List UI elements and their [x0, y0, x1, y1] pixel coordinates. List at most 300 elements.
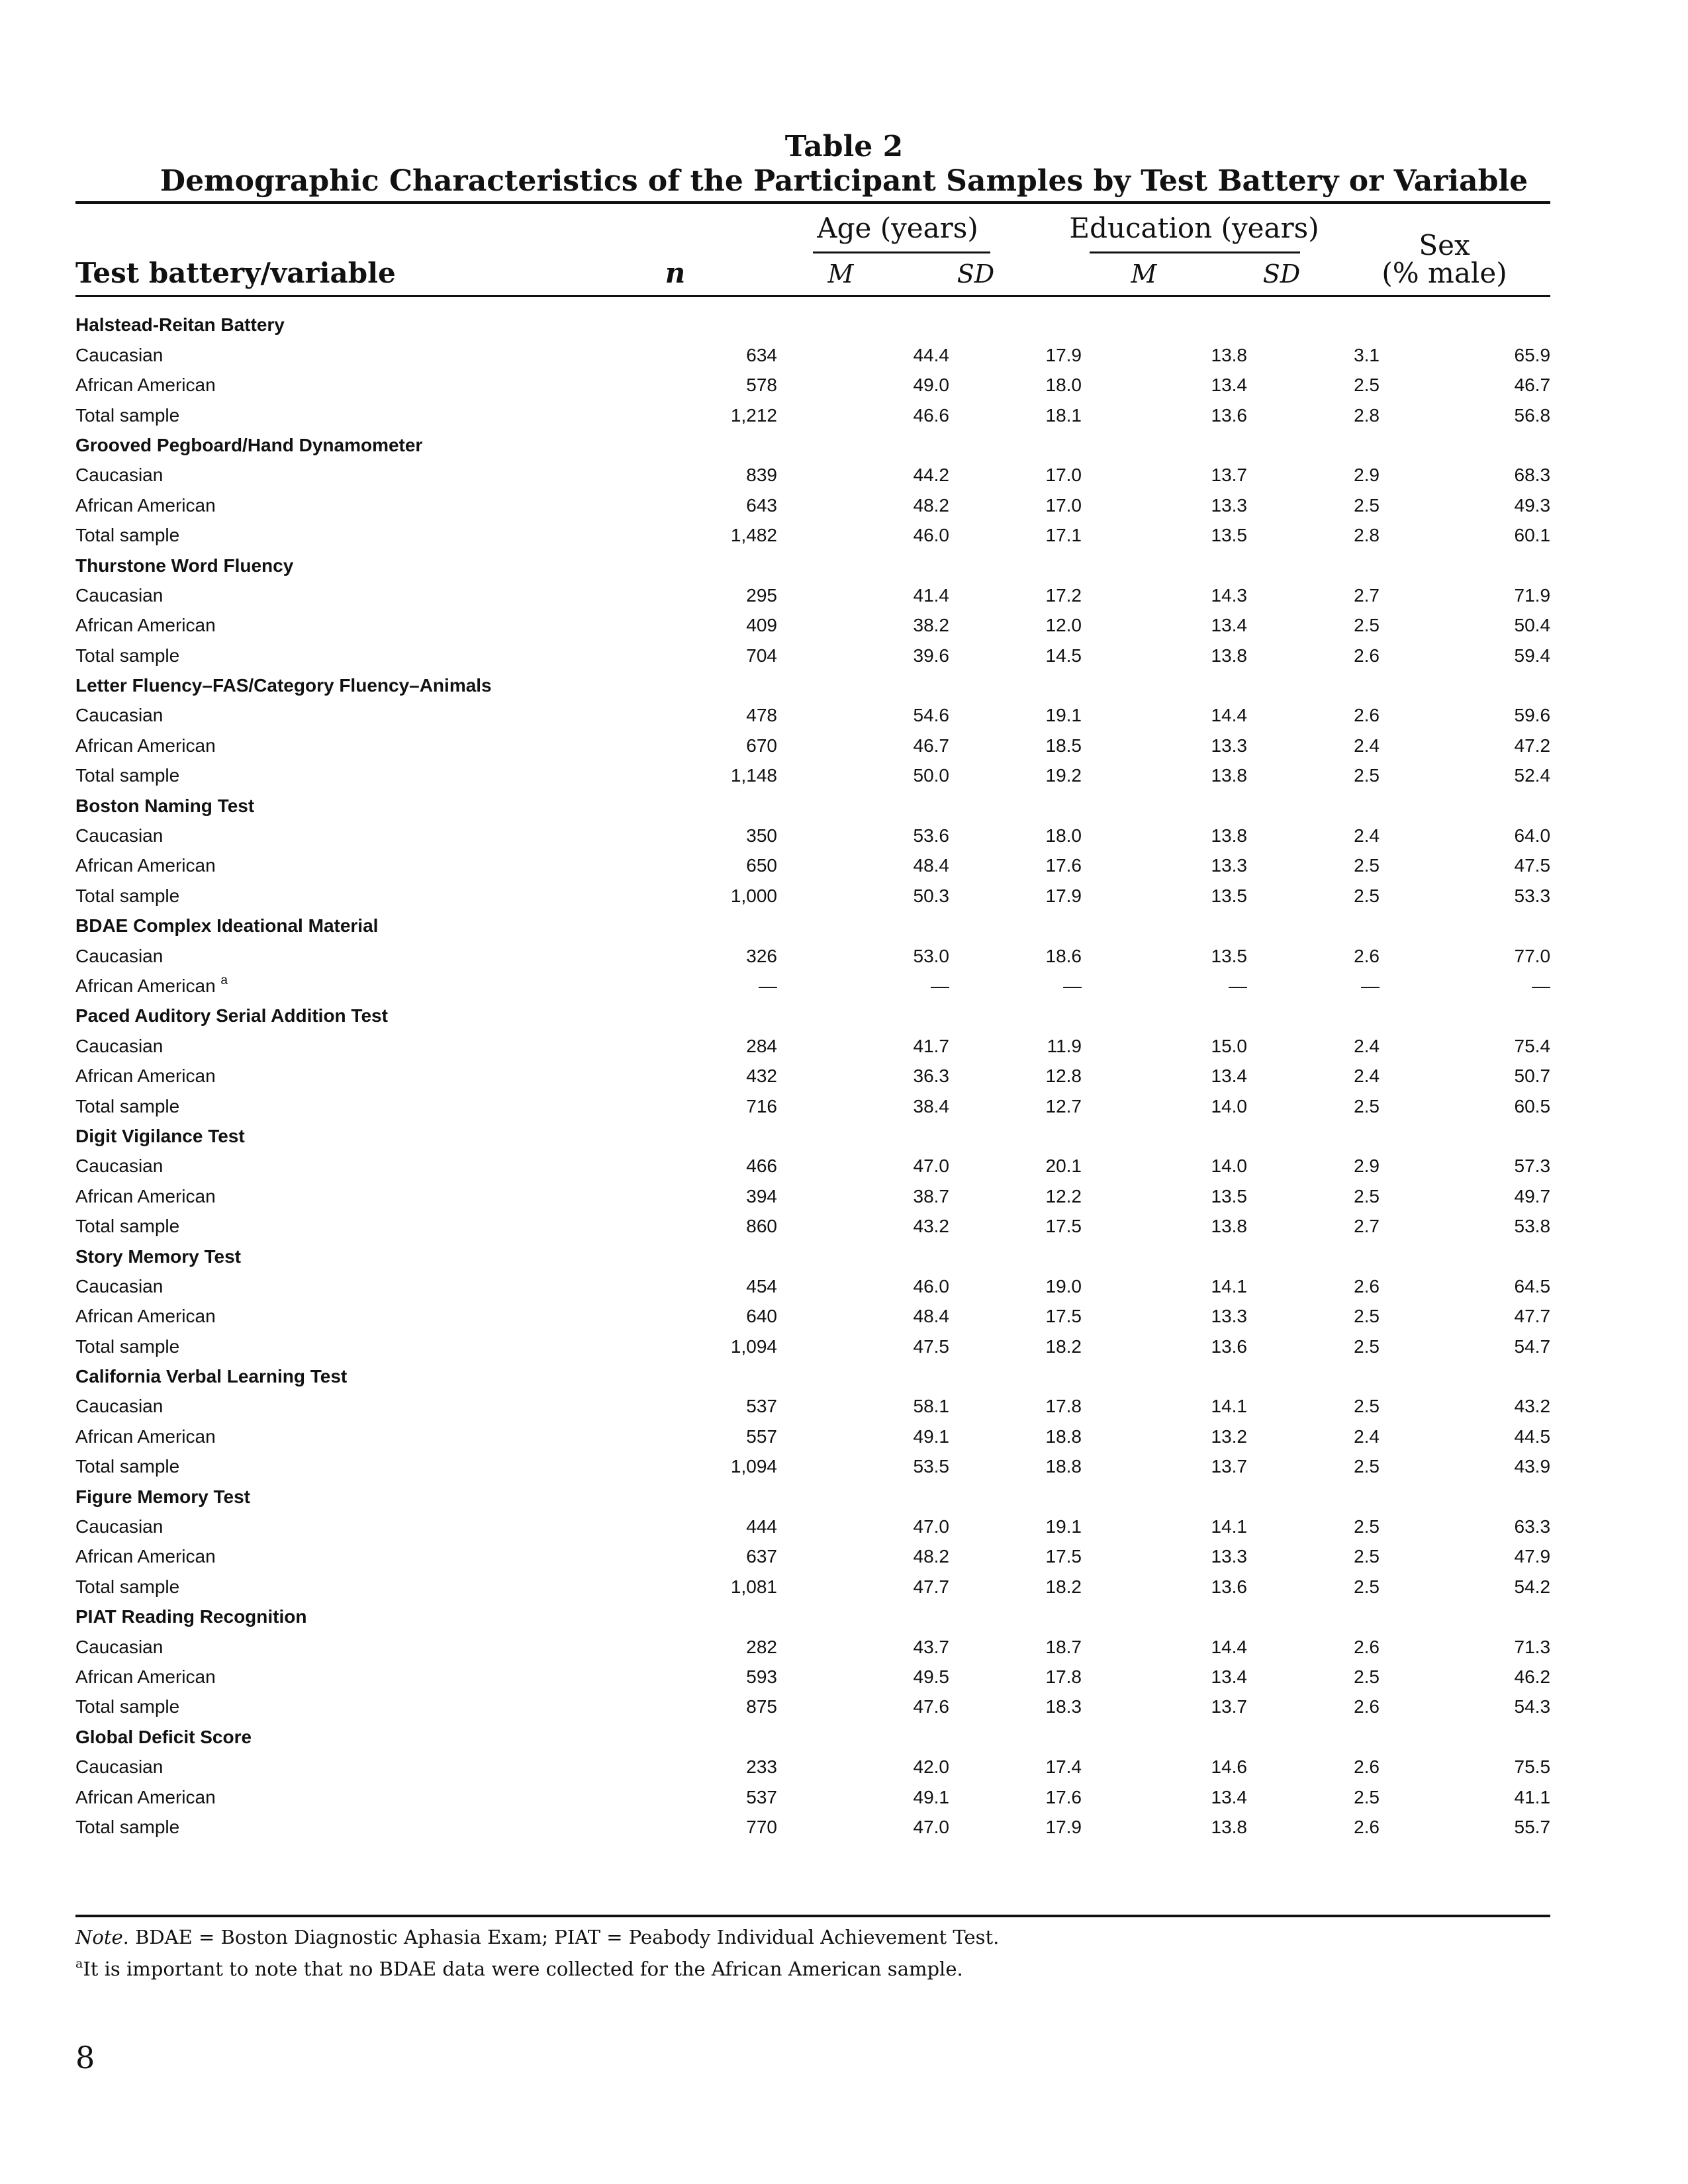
sex-cell: 54.2 — [1514, 1576, 1551, 1597]
row-label — [75, 1537, 433, 1567]
age-sd-cell: 12.2 — [1045, 1185, 1082, 1206]
table-row — [75, 1778, 1550, 1807]
education-mean-cell: 13.3 — [1211, 855, 1247, 876]
table-row — [75, 636, 1550, 666]
age-mean-cell: 46.0 — [913, 1275, 949, 1297]
table-row — [75, 1387, 1550, 1417]
n-cell: 326 — [746, 945, 777, 966]
education-mean-cell: 14.1 — [1211, 1396, 1247, 1417]
education-mean-cell: 13.5 — [1211, 945, 1247, 966]
age-sd-cell: 17.8 — [1045, 1396, 1082, 1417]
n-cell: 557 — [746, 1426, 777, 1447]
table-row — [75, 336, 1550, 365]
table-row — [75, 1658, 1550, 1688]
n-cell: 637 — [746, 1546, 777, 1567]
age-sd-cell: — — [1063, 975, 1082, 996]
table-row — [75, 876, 1550, 906]
table-number: Table 2 — [784, 130, 904, 163]
n-cell: 1,094 — [730, 1336, 777, 1357]
row-label-header: Test battery/variable — [75, 257, 396, 289]
row-label-text: Total sample — [75, 404, 180, 426]
education-group-underline — [1090, 251, 1300, 253]
education-mean-cell: 13.6 — [1211, 1576, 1247, 1597]
section-header-row — [75, 1237, 1550, 1267]
sex-cell: 64.5 — [1514, 1275, 1551, 1297]
note-label: Note — [75, 1926, 123, 1948]
education-sd-cell: 2.5 — [1354, 1546, 1380, 1567]
age-sd-cell: 18.2 — [1045, 1576, 1082, 1597]
education-sd-cell: 2.5 — [1354, 375, 1380, 396]
row-label — [75, 1387, 433, 1417]
education-mean-cell: 13.8 — [1211, 1216, 1247, 1237]
row-label-text: African American — [75, 1546, 216, 1567]
n-cell: 537 — [746, 1396, 777, 1417]
row-label-text: Total sample — [75, 1456, 180, 1477]
education-mean-cell: 14.1 — [1211, 1516, 1247, 1537]
education-mean-cell: 13.2 — [1211, 1426, 1247, 1447]
row-label-text: Total sample — [75, 525, 180, 546]
age-mean-cell: 48.4 — [913, 1306, 949, 1327]
education-mean-cell: 13.5 — [1211, 525, 1247, 546]
section-title: BDAE Complex Ideational Material — [75, 915, 379, 936]
section-header-row — [75, 1357, 1550, 1387]
table-row — [75, 1327, 1550, 1357]
age-mean-cell: 38.4 — [913, 1095, 949, 1116]
row-label-text: Caucasian — [75, 1516, 164, 1537]
table-row — [75, 456, 1550, 486]
age-sd-cell: 19.1 — [1045, 1516, 1082, 1537]
sex-cell: 60.1 — [1514, 525, 1551, 546]
table-row — [75, 846, 1550, 876]
row-label-text: African American — [75, 735, 216, 756]
row-label — [75, 1147, 433, 1177]
sex-cell: 47.2 — [1514, 735, 1551, 756]
n-cell: 478 — [746, 705, 777, 726]
table-row — [75, 576, 1550, 606]
education-sd-cell: 2.5 — [1354, 1396, 1380, 1417]
section-header-row — [75, 1117, 1550, 1147]
education-sd-header: SD — [1262, 259, 1301, 289]
table-row — [75, 516, 1550, 546]
age-sd-cell: 18.1 — [1045, 404, 1082, 426]
age-mean-cell: 41.7 — [913, 1035, 949, 1056]
row-label — [75, 1207, 433, 1237]
sex-cell: 53.3 — [1514, 885, 1551, 906]
education-mean-cell: 13.8 — [1211, 765, 1247, 786]
age-mean-cell: 50.3 — [913, 885, 949, 906]
row-label-text: Caucasian — [75, 945, 164, 966]
table-row — [75, 1748, 1550, 1778]
age-sd-cell: 17.5 — [1045, 1306, 1082, 1327]
education-sd-cell: 2.5 — [1354, 615, 1380, 636]
education-sd-cell: 2.8 — [1354, 404, 1380, 426]
sex-cell: 49.7 — [1514, 1185, 1551, 1206]
education-sd-cell: 2.7 — [1354, 584, 1380, 606]
age-mean-cell: 48.2 — [913, 1546, 949, 1567]
n-cell: 670 — [746, 735, 777, 756]
education-mean-cell: 13.6 — [1211, 404, 1247, 426]
age-mean-cell: 43.2 — [913, 1216, 949, 1237]
sex-cell: 52.4 — [1514, 765, 1551, 786]
note-text: . BDAE = Boston Diagnostic Aphasia Exam; PIAT = Peabody Individual Achievement Test. — [122, 1926, 1000, 1948]
row-label — [75, 817, 433, 846]
education-mean-cell: 13.5 — [1211, 885, 1247, 906]
row-label — [75, 876, 433, 906]
row-label-text: Caucasian — [75, 1035, 164, 1056]
education-mean-cell: 13.4 — [1211, 1786, 1247, 1807]
age-sd-cell: 17.0 — [1045, 465, 1082, 486]
n-header: n — [665, 257, 686, 289]
table-row — [75, 696, 1550, 726]
sex-header-bottom: (% male) — [1382, 257, 1507, 289]
age-mean-cell: 42.0 — [913, 1756, 949, 1778]
education-mean-cell: 13.7 — [1211, 1456, 1247, 1477]
n-cell: 444 — [746, 1516, 777, 1537]
row-label — [75, 967, 433, 997]
sex-cell: 75.4 — [1514, 1035, 1551, 1056]
row-label-text: African American — [75, 855, 216, 876]
age-sd-cell: 18.8 — [1045, 1426, 1082, 1447]
education-sd-cell: 2.4 — [1354, 1426, 1380, 1447]
sex-cell: 47.7 — [1514, 1306, 1551, 1327]
section-title: Global Deficit Score — [75, 1726, 252, 1747]
row-label-text: African American — [75, 1786, 216, 1807]
education-sd-cell: 2.5 — [1354, 1306, 1380, 1327]
n-cell: 640 — [746, 1306, 777, 1327]
education-sd-cell: — — [1361, 975, 1380, 996]
education-sd-cell: 2.5 — [1354, 494, 1380, 516]
page-number: 8 — [75, 2040, 95, 2075]
education-sd-cell: 2.5 — [1354, 1576, 1380, 1597]
n-cell: 409 — [746, 615, 777, 636]
sex-cell: 49.3 — [1514, 494, 1551, 516]
table-row — [75, 936, 1550, 966]
age-mean-cell: 47.7 — [913, 1576, 949, 1597]
education-sd-cell: 2.6 — [1354, 945, 1380, 966]
row-label — [75, 576, 433, 606]
row-label — [75, 1087, 433, 1116]
age-sd-cell: 11.9 — [1047, 1035, 1082, 1056]
row-label-text: Total sample — [75, 1696, 180, 1717]
table-row — [75, 756, 1550, 786]
education-mean-cell: 13.4 — [1211, 615, 1247, 636]
age-sd-cell: 17.2 — [1045, 584, 1082, 606]
age-sd-cell: 18.3 — [1045, 1696, 1082, 1717]
row-label-text: Caucasian — [75, 1756, 164, 1778]
table-row — [75, 817, 1550, 846]
education-mean-cell: 15.0 — [1211, 1035, 1247, 1056]
age-sd-cell: 17.5 — [1045, 1216, 1082, 1237]
age-sd-cell: 18.0 — [1045, 825, 1082, 846]
education-mean-cell: 13.8 — [1211, 344, 1247, 365]
age-mean-cell: 39.6 — [913, 645, 949, 666]
section-title: Boston Naming Test — [75, 795, 255, 816]
education-mean-cell: 13.8 — [1211, 825, 1247, 846]
n-cell: 634 — [746, 344, 777, 365]
footnote-mark: a — [75, 1956, 83, 1971]
table-row — [75, 1808, 1550, 1838]
age-mean-cell: 49.1 — [913, 1786, 949, 1807]
education-sd-cell: 2.9 — [1354, 465, 1380, 486]
age-sd-cell: 18.7 — [1045, 1636, 1082, 1657]
n-cell: 578 — [746, 375, 777, 396]
age-mean-cell: 47.0 — [913, 1816, 949, 1837]
age-mean-cell: 53.6 — [913, 825, 949, 846]
table-row — [75, 1177, 1550, 1206]
n-cell: 432 — [746, 1066, 777, 1087]
age-mean-cell: 47.0 — [913, 1156, 949, 1177]
row-label — [75, 1177, 433, 1206]
table-row — [75, 1447, 1550, 1477]
age-sd-cell: 12.0 — [1045, 615, 1082, 636]
sex-cell: 43.2 — [1514, 1396, 1551, 1417]
n-cell: 394 — [746, 1185, 777, 1206]
n-cell: 1,212 — [730, 404, 777, 426]
n-cell: 1,094 — [730, 1456, 777, 1477]
table-row — [75, 1026, 1550, 1056]
row-label — [75, 1267, 433, 1297]
row-label — [75, 1808, 433, 1838]
row-label — [75, 1778, 433, 1807]
row-label-text: Caucasian — [75, 1396, 164, 1417]
age-mean-cell: 46.0 — [913, 525, 949, 546]
row-label-text: African American — [75, 1426, 216, 1447]
sex-cell: 71.9 — [1514, 584, 1551, 606]
section-title: Paced Auditory Serial Addition Test — [75, 1005, 388, 1026]
n-cell: 282 — [746, 1636, 777, 1657]
education-sd-cell: 2.5 — [1354, 1185, 1380, 1206]
age-sd-cell: 17.4 — [1045, 1756, 1082, 1778]
age-mean-cell: 49.1 — [913, 1426, 949, 1447]
age-sd-cell: 19.2 — [1045, 765, 1082, 786]
section-title: Thurstone Word Fluency — [75, 555, 294, 576]
sex-cell: 59.6 — [1514, 705, 1551, 726]
row-label — [75, 726, 433, 756]
n-cell: 650 — [746, 855, 777, 876]
age-mean-cell: 50.0 — [913, 765, 949, 786]
sex-cell: 53.8 — [1514, 1216, 1551, 1237]
section-header-row — [75, 1477, 1550, 1507]
education-mean-cell: 14.0 — [1211, 1095, 1247, 1116]
n-cell: 704 — [746, 645, 777, 666]
age-sd-cell: 17.9 — [1045, 1816, 1082, 1837]
education-mean-cell: 13.8 — [1211, 1816, 1247, 1837]
age-mean-cell: 49.5 — [913, 1666, 949, 1687]
table-row — [75, 366, 1550, 396]
row-label-text: African American — [75, 1306, 216, 1327]
row-label — [75, 1297, 433, 1327]
education-mean-cell: 13.8 — [1211, 645, 1247, 666]
row-label — [75, 516, 433, 546]
sex-cell: 47.9 — [1514, 1546, 1551, 1567]
education-mean-cell: — — [1229, 975, 1247, 996]
row-label-text: Total sample — [75, 1816, 180, 1837]
table-row — [75, 1267, 1550, 1297]
row-label-text: Total sample — [75, 1576, 180, 1597]
education-group-header: Education (years) — [1069, 212, 1319, 244]
row-label — [75, 1026, 433, 1056]
age-sd-cell: 18.2 — [1045, 1336, 1082, 1357]
age-mean-cell: 47.5 — [913, 1336, 949, 1357]
age-sd-cell: 17.1 — [1045, 525, 1082, 546]
age-sd-cell: 12.8 — [1045, 1066, 1082, 1087]
row-label — [75, 756, 433, 786]
table-row — [75, 606, 1550, 636]
table-row — [75, 1417, 1550, 1447]
n-cell: — — [759, 975, 777, 996]
row-label-text: Caucasian — [75, 1156, 164, 1177]
education-mean-cell: 14.6 — [1211, 1756, 1247, 1778]
table-row — [75, 967, 1550, 997]
education-mean-cell: 14.3 — [1211, 584, 1247, 606]
education-sd-cell: 2.5 — [1354, 1095, 1380, 1116]
n-cell: 454 — [746, 1275, 777, 1297]
n-cell: 593 — [746, 1666, 777, 1687]
education-mean-cell: 13.3 — [1211, 735, 1247, 756]
age-sd-cell: 17.6 — [1045, 1786, 1082, 1807]
row-label — [75, 1447, 433, 1477]
education-mean-cell: 13.7 — [1211, 1696, 1247, 1717]
education-mean-cell: 13.6 — [1211, 1336, 1247, 1357]
sex-cell: 71.3 — [1514, 1636, 1551, 1657]
age-mean-cell: 36.3 — [913, 1066, 949, 1087]
education-sd-cell: 2.5 — [1354, 1516, 1380, 1537]
education-mean-cell: 13.3 — [1211, 1546, 1247, 1567]
row-label-text: African American — [75, 1666, 216, 1687]
sex-cell: 56.8 — [1514, 404, 1551, 426]
education-mean-cell: 14.0 — [1211, 1156, 1247, 1177]
row-label-text: African American — [75, 375, 216, 396]
education-mean-cell: 13.3 — [1211, 494, 1247, 516]
section-title: Grooved Pegboard/Hand Dynamometer — [75, 434, 423, 455]
age-mean-header: M — [827, 259, 854, 289]
table-row — [75, 1087, 1550, 1116]
row-label — [75, 1627, 433, 1657]
section-header-row — [75, 306, 1550, 336]
n-cell: 860 — [746, 1216, 777, 1237]
section-header-row — [75, 546, 1550, 576]
section-header-row — [75, 1598, 1550, 1627]
demographics-table — [75, 306, 1550, 1838]
education-sd-cell: 2.4 — [1354, 1035, 1380, 1056]
age-mean-cell: 58.1 — [913, 1396, 949, 1417]
section-header-row — [75, 907, 1550, 936]
age-sd-cell: 17.9 — [1045, 344, 1082, 365]
age-mean-cell: 46.7 — [913, 735, 949, 756]
sex-cell: 44.5 — [1514, 1426, 1551, 1447]
section-header-row — [75, 1717, 1550, 1747]
age-sd-cell: 17.0 — [1045, 494, 1082, 516]
education-mean-cell: 13.7 — [1211, 465, 1247, 486]
age-sd-cell: 19.0 — [1045, 1275, 1082, 1297]
table-row — [75, 486, 1550, 516]
n-cell: 284 — [746, 1035, 777, 1056]
section-title: Halstead-Reitan Battery — [75, 314, 285, 336]
row-label — [75, 336, 433, 365]
education-sd-cell: 3.1 — [1354, 344, 1380, 365]
header-rule — [75, 295, 1550, 297]
row-label — [75, 1327, 433, 1357]
section-title: Digit Vigilance Test — [75, 1125, 245, 1146]
table-note — [75, 1926, 999, 1948]
age-mean-cell: 43.7 — [913, 1636, 949, 1657]
row-label — [75, 1567, 433, 1597]
section-title: PIAT Reading Recognition — [75, 1606, 307, 1627]
education-sd-cell: 2.4 — [1354, 1066, 1380, 1087]
table-title: Demographic Characteristics of the Participant Samples by Test Battery or Variable — [160, 164, 1528, 198]
n-cell: 466 — [746, 1156, 777, 1177]
age-sd-cell: 20.1 — [1045, 1156, 1082, 1177]
sex-header-top: Sex — [1419, 229, 1470, 261]
table-footnote — [75, 1956, 963, 1980]
section-title: Story Memory Test — [75, 1246, 241, 1267]
age-mean-cell: — — [931, 975, 949, 996]
n-cell: 233 — [746, 1756, 777, 1778]
education-sd-cell: 2.6 — [1354, 645, 1380, 666]
education-sd-cell: 2.6 — [1354, 1756, 1380, 1778]
table-row — [75, 1627, 1550, 1657]
row-label — [75, 846, 433, 876]
section-header-row — [75, 426, 1550, 456]
age-mean-cell: 48.4 — [913, 855, 949, 876]
row-label — [75, 636, 433, 666]
section-header-row — [75, 666, 1550, 696]
sex-cell: 59.4 — [1514, 645, 1551, 666]
age-sd-cell: 17.6 — [1045, 855, 1082, 876]
age-mean-cell: 53.5 — [913, 1456, 949, 1477]
row-label-text: African American — [75, 1185, 216, 1206]
age-sd-cell: 18.5 — [1045, 735, 1082, 756]
education-mean-cell: 14.4 — [1211, 705, 1247, 726]
education-sd-cell: 2.5 — [1354, 1666, 1380, 1687]
education-sd-cell: 2.9 — [1354, 1156, 1380, 1177]
age-mean-cell: 44.4 — [913, 344, 949, 365]
age-mean-cell: 49.0 — [913, 375, 949, 396]
n-cell: 350 — [746, 825, 777, 846]
row-label-text: Total sample — [75, 645, 180, 666]
sex-cell: 55.7 — [1514, 1816, 1551, 1837]
education-mean-cell: 13.4 — [1211, 1066, 1247, 1087]
sex-cell: 50.4 — [1514, 615, 1551, 636]
row-label-text: Total sample — [75, 765, 180, 786]
bottom-rule — [75, 1915, 1550, 1917]
row-label — [75, 486, 433, 516]
sex-cell: 54.3 — [1514, 1696, 1551, 1717]
n-cell: 643 — [746, 494, 777, 516]
education-sd-cell: 2.5 — [1354, 1336, 1380, 1357]
n-cell: 1,000 — [730, 885, 777, 906]
row-label-text: African American — [75, 615, 216, 636]
section-title: Letter Fluency–FAS/Category Fluency–Animals — [75, 675, 492, 696]
row-label — [75, 1508, 433, 1537]
table-row — [75, 1147, 1550, 1177]
sex-cell: 75.5 — [1514, 1756, 1551, 1778]
row-label — [75, 1057, 433, 1087]
table-row — [75, 1297, 1550, 1327]
education-mean-cell: 13.4 — [1211, 375, 1247, 396]
row-label — [75, 1688, 433, 1717]
n-cell: 1,482 — [730, 525, 777, 546]
sex-cell: 54.7 — [1514, 1336, 1551, 1357]
row-label-text: Total sample — [75, 885, 180, 906]
age-mean-cell: 54.6 — [913, 705, 949, 726]
row-label-text: African American — [75, 1066, 216, 1087]
sex-cell: — — [1532, 975, 1551, 996]
table-row — [75, 726, 1550, 756]
age-sd-cell: 17.5 — [1045, 1546, 1082, 1567]
education-mean-cell: 13.3 — [1211, 1306, 1247, 1327]
education-sd-cell: 2.6 — [1354, 705, 1380, 726]
